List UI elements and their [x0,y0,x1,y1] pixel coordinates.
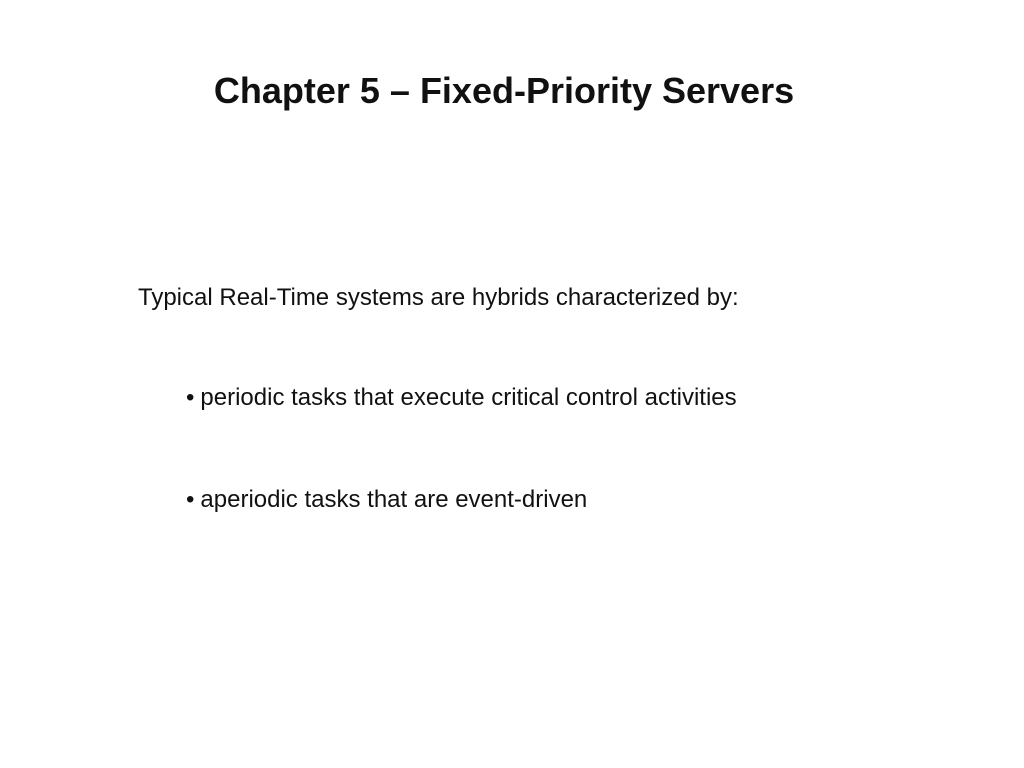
slide-title: Chapter 5 – Fixed-Priority Servers [213,70,795,111]
bullet-icon: • [186,384,195,411]
list-item [186,484,737,516]
intro-text: Typical Real-Time systems are hybrids characterized by: [138,284,739,311]
bullet-list [186,382,737,586]
bullet-text: periodic tasks that execute critical control activities [200,384,737,411]
bullet-text: aperiodic tasks that are event-driven [200,486,588,513]
list-item [186,382,737,414]
bullet-icon: • [186,486,195,513]
